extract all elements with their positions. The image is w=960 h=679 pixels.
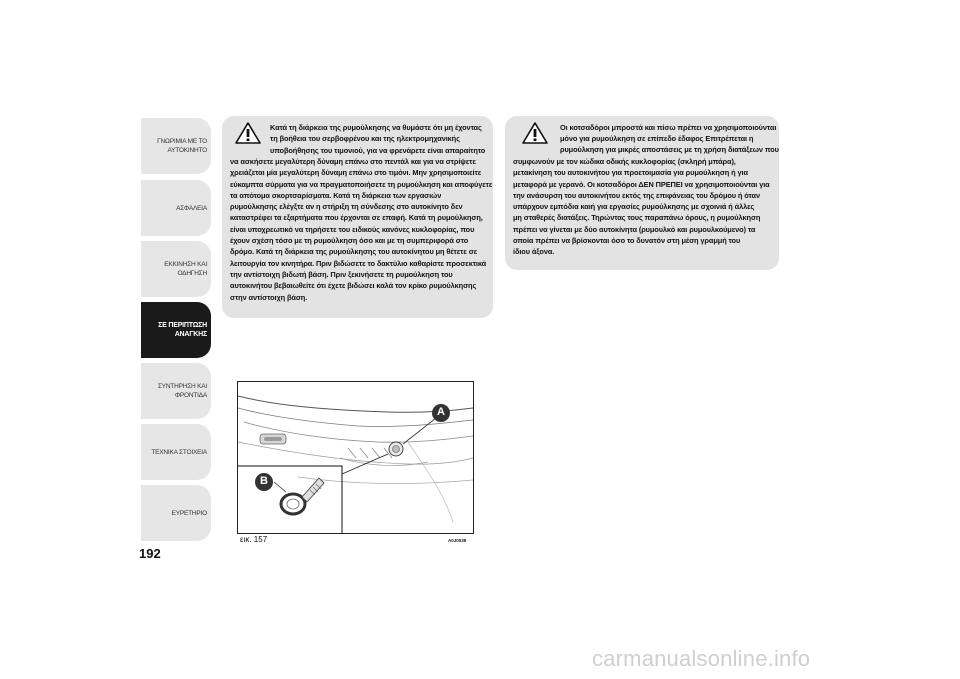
warning-line: είναι υποχρεωτικό να τηρήσετε του ειδικούς κανόνες κυκλοφορίας, που: [230, 224, 475, 234]
tab-label: ΣΕ ΠΕΡΙΠΤΩΣΗ ΑΝΑΓΚΗΣ: [158, 322, 207, 338]
tab-technical-data[interactable]: [141, 424, 211, 480]
figure-caption: εικ. 157: [240, 535, 268, 544]
warning-box-towing: [222, 116, 493, 318]
tab-safety[interactable]: [141, 180, 211, 236]
warning-line: τη βοήθεια του σερβοφρένου και της ηλεκτρομηχανικής: [270, 134, 460, 144]
warning-line: οποία πρέπει να βρίσκονται όσο το δυνατόν στη μέση γραμμή του: [513, 236, 741, 246]
figure-code: A0J0039: [448, 538, 467, 543]
tab-emergency[interactable]: [141, 302, 211, 358]
warning-line: την αντίστοιχη βιδωτή βάση. Πριν ξεκινήσετε τη ρυμούλκηση του: [230, 269, 453, 279]
warning-line: στην αντίστοιχη βάση.: [230, 292, 308, 302]
tab-label: ΑΣΦΑΛΕΙΑ: [176, 204, 207, 212]
warning-line: Οι κοτσαδόροι μπροστά και πίσω πρέπει να χρησιμοποιούνται: [560, 123, 777, 132]
warning-line: Κατά τη διάρκεια της ρυμούλκησης να θυμάστε ότι μη έχοντας: [270, 123, 482, 132]
warning-line: μόνο για ρυμούλκηση σε επίπεδο έδαφος Επιτρέπεται η: [560, 134, 754, 144]
page-number: 192: [139, 546, 161, 561]
warning-line: αυτοκινήτου βεβαιωθείτε ότι έχετε βιδώσει καλά τον κρίκο ρυμούλκησης: [230, 281, 477, 291]
warning-box-tow-hooks: [505, 116, 779, 270]
warning-line: ρυμούλκηση για μικρές αποστάσεις με τη χρήση διατάξεων που: [560, 145, 779, 154]
watermark: carmanualsonline.info: [592, 646, 811, 671]
warning-line: εύκαμπτα σύρματα για να πραγματοποιήσετε τη ρυμούλκηση και αποφύγετε: [230, 179, 493, 189]
tab-index[interactable]: [141, 485, 211, 541]
figure-tow-hook: [237, 381, 474, 534]
warning-line: μετακίνηση του αυτοκινήτου για προετοιμασία για ρυμούλκηση ή για: [513, 168, 748, 178]
tab-label: ΤΕΧΝΙΚΑ ΣΤΟΙΧΕΙΑ: [151, 448, 207, 456]
warning-line: λειτουργία τον κινητήρα. Πριν βιδώσετε το δακτύλιο καθαρίστε προσεκτικά: [230, 258, 487, 268]
tab-label: ΣΥΝΤΗΡΗΣΗ ΚΑΙ ΦΡΟΝΤΙΔΑ: [157, 383, 207, 399]
warning-line: ρυμούλκησης ελέγξτε αν η στήριξη τη σύνδεσης στο αυτοκίνητο δεν: [230, 202, 463, 212]
warning-triangle-icon: [235, 122, 261, 144]
warning-line: την ανάσυρση του αυτοκινήτου εκτός της επιφάνειας του δρόμου ή όταν: [513, 190, 760, 200]
label-b: B: [260, 475, 268, 487]
warning-line: μη σταθερές διατάξεις. Τηρώντας τους παραπάνω όρους, η ρυμούλκηση: [513, 213, 761, 223]
warning-line: συμφωνούν με τον κώδικα οδικής κυκλοφορίας (σκληρή μπάρα),: [513, 157, 736, 166]
warning-line: χρειάζεται μία μεγαλύτερη δύναμη επάνω στο τιμόνι. Μην χρησιμοποιείτε: [230, 168, 482, 178]
label-a: A: [437, 406, 445, 418]
warning-line: έχουν σχέση τόσο με τη ρυμούλκηση όσο και με τη συμπεριφορά στο: [230, 236, 469, 246]
tab-getting-to-know[interactable]: [141, 118, 211, 174]
warning-line: καταστρέφει τα εξαρτήματα που έρχονται σε επαφή. Κατά τη ρυμούλκηση,: [230, 213, 483, 223]
warning-line: υπάρχουν εμπόδια καιή για εργασίες ρυμούλκησης με σχοινιά ή άλλες: [513, 202, 755, 212]
warning-line: τα απότομα σκορτσαρίσματα. Κατά τη διάρκεια των εργασιών: [230, 190, 442, 200]
warning-triangle-icon: [522, 122, 548, 144]
warning-line: να ασκήσετε μεγαλύτερη δύναμη επάνω στο πεντάλ και για να στρίψετε: [230, 157, 476, 166]
tab-maintenance[interactable]: [141, 363, 211, 419]
warning-line: ίδιου άξονα.: [513, 247, 555, 257]
warning-line: πρέπει να γίνεται με δύο αυτοκίνητα (ρυμουλκό και ρυμουλκούμενο) τα: [513, 224, 756, 234]
tab-label: ΓΝΩΡΙΜΙΑ ΜΕ ΤΟ ΑΥΤΟΚΙΝΗΤΟ: [157, 138, 207, 154]
tab-label: ΕΚΚΙΝΗΣΗ ΚΑΙ ΟΔΗΓΗΣΗ: [164, 261, 207, 277]
tab-starting-driving[interactable]: [141, 241, 211, 297]
warning-line: μεταφορά με γερανό. Οι κοτσαδόροι ΔΕΝ ΠΡΕΠΕΙ να χρησιμοποιούνται για: [513, 179, 770, 189]
tab-label: ΕΥΡΕΤΗΡΙΟ: [171, 509, 207, 517]
warning-line: υποβοήθησης του τιμονιού, για να φρενάρετε είναι απαραίτητο: [270, 145, 486, 155]
warning-line: δρόμο. Κατά τη διάρκεια της ρυμούλκησης του αυτοκίνητου μη θέτετε σε: [230, 247, 478, 257]
figure-illustration: [238, 382, 473, 533]
